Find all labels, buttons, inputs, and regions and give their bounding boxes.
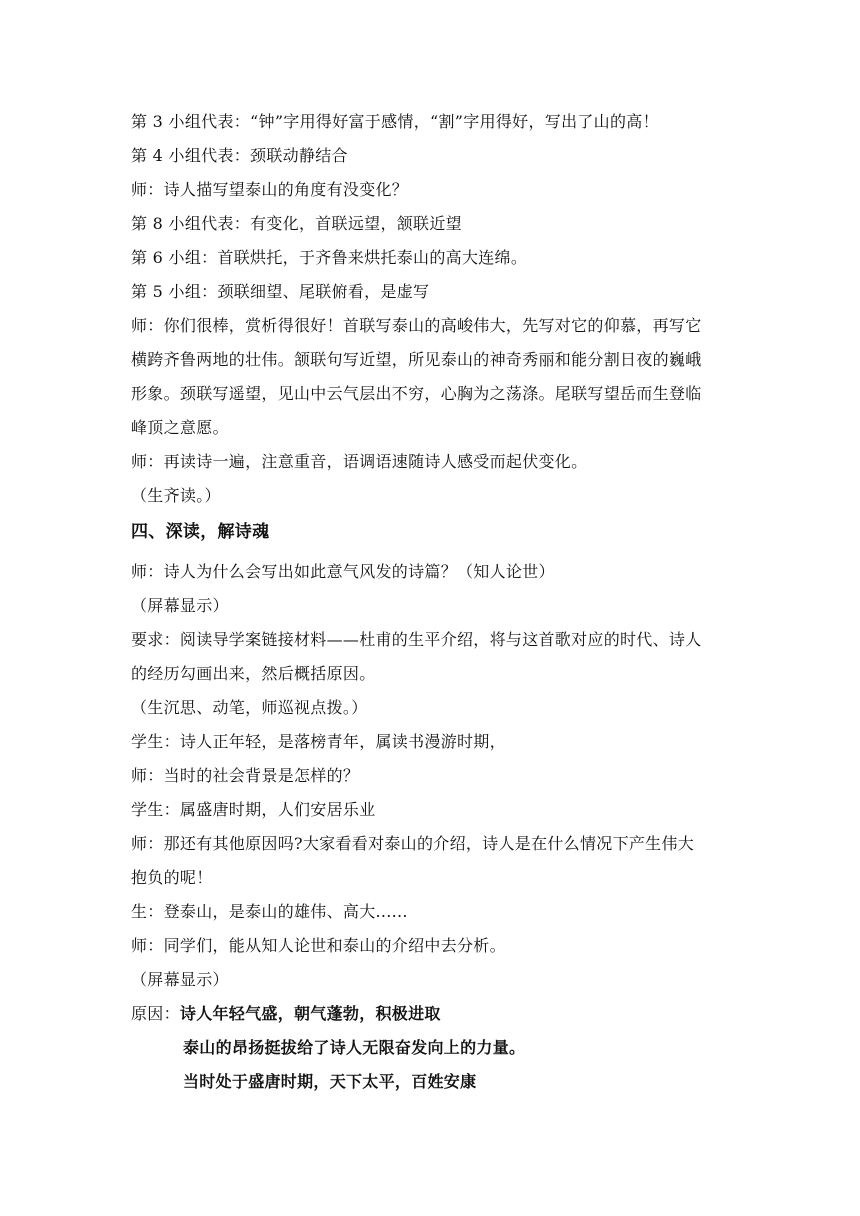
paragraph-line: 师：再读诗一遍，注意重音，语调语速随诗人感受而起伏变化。 <box>131 452 588 471</box>
paragraph-line: 第 3 小组代表：“钟”字用得好富于感情，“割”字用得好，写出了山的高！ <box>131 112 659 131</box>
paragraph-line: 生：登泰山，是泰山的雄伟、高大...... <box>131 902 408 921</box>
section-heading: 四、深读，解诗魂 <box>131 522 270 542</box>
paragraph-line: 学生：属盛唐时期，人们安居乐业 <box>131 800 376 819</box>
paragraph-line: （生齐读。） <box>131 486 221 505</box>
reason-item: 当时处于盛唐时期，天下太平，百姓安康 <box>183 1072 477 1091</box>
paragraph-line: 第 5 小组：颈联细望、尾联俯看，是虚写 <box>131 282 430 301</box>
paragraph-line: 第 8 小组代表：有变化，首联远望，颔联近望 <box>131 214 462 233</box>
paragraph-line: 师：诗人描写望泰山的角度有没变化？ <box>131 180 409 199</box>
paragraph-line: 第 4 小组代表：颈联动静结合 <box>131 146 348 165</box>
paragraph-line: 学生：诗人正年轻，是落榜青年，属读书漫游时期， <box>131 732 506 751</box>
paragraph-line: 师：当时的社会背景是怎样的？ <box>131 766 360 785</box>
paragraph-line: 师：你们很棒，赏析得很好！首联写泰山的高峻伟大，先写对它的仰慕，再写它 <box>131 316 702 335</box>
paragraph-line: 要求：阅读导学案链接材料——杜甫的生平介绍，将与这首歌对应的时代、诗人 <box>131 630 702 649</box>
paragraph-line: 师：诗人为什么会写出如此意气风发的诗篇？（知人论世） <box>131 562 555 581</box>
paragraph-line: 师：同学们，能从知人论世和泰山的介绍中去分析。 <box>131 936 506 955</box>
paragraph-line: 第 6 小组：首联烘托，于齐鲁来烘托泰山的高大连绵。 <box>131 248 528 267</box>
paragraph-line: 抱负的呢！ <box>131 868 213 887</box>
reasons-label: 原因： <box>131 1004 180 1023</box>
paragraph-line: 的经历勾画出来，然后概括原因。 <box>131 664 376 683</box>
paragraph-line: 形象。颈联写遥望，见山中云气层出不穷，心胸为之荡涤。尾联写望岳而生登临 <box>131 384 702 403</box>
paragraph-line: 师：那还有其他原因吗?大家看看对泰山的介绍，诗人是在什么情况下产生伟大 <box>131 834 695 853</box>
reason-item: 泰山的昂扬挺拔给了诗人无限奋发向上的力量。 <box>183 1038 526 1057</box>
paragraph-line: 峰顶之意愿。 <box>131 418 229 437</box>
paragraph-line: （生沉思、动笔，师巡视点拨。） <box>131 698 368 717</box>
paragraph-line: （屏幕显示） <box>131 970 229 989</box>
paragraph-line: 横跨齐鲁两地的壮伟。颔联句写近望，所见泰山的神奇秀丽和能分割日夜的巍峨 <box>131 350 702 369</box>
paragraph-line: （屏幕显示） <box>131 596 229 615</box>
reason-item: 诗人年轻气盛，朝气蓬勃，积极进取 <box>179 1004 441 1023</box>
reasons-row <box>131 1004 731 1024</box>
